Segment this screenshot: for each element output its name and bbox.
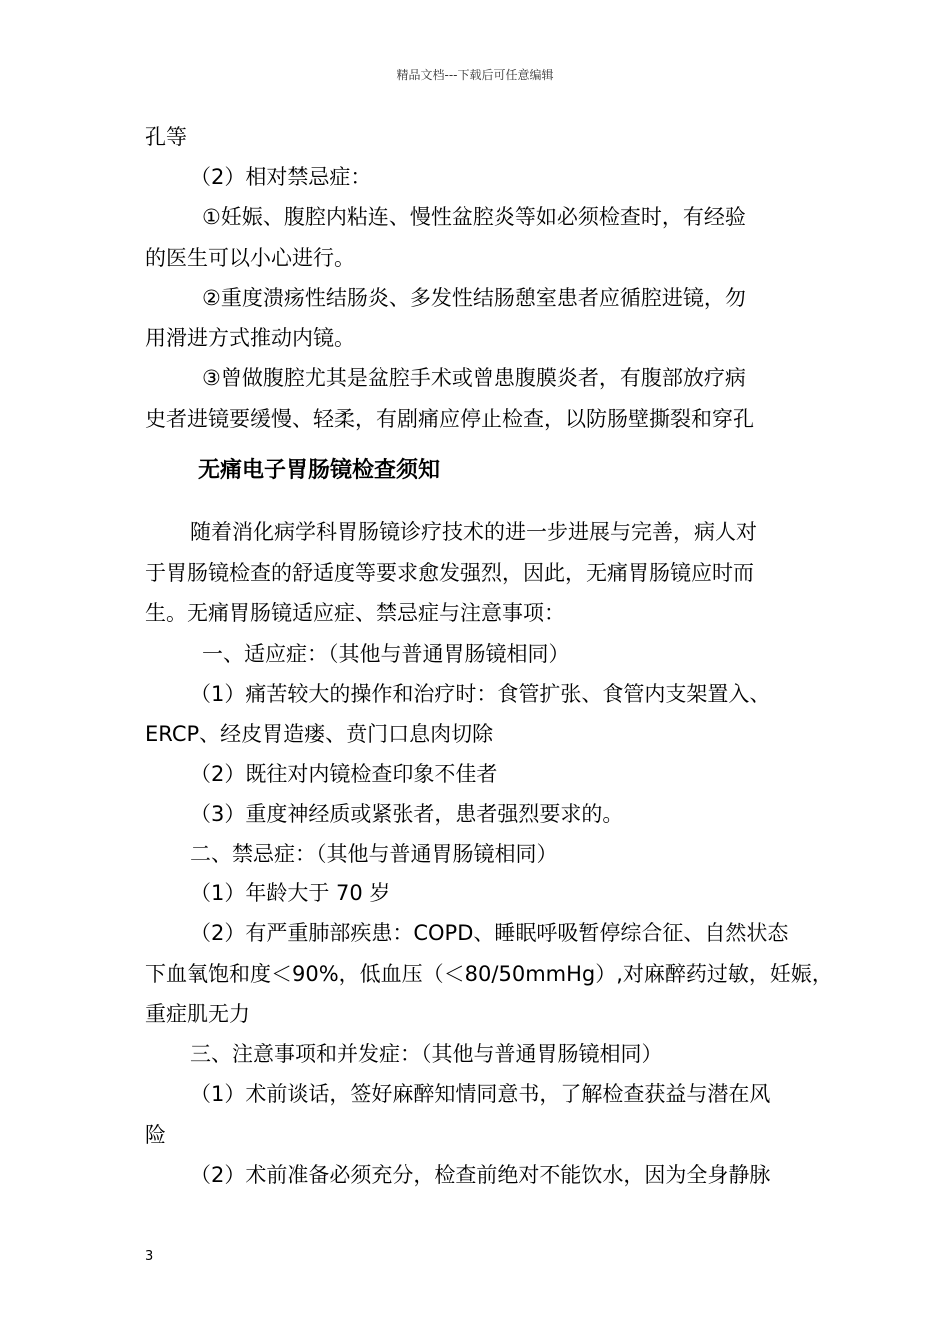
text-line: 孔等 bbox=[145, 125, 187, 149]
text-line: （1）痛苦较大的操作和治疗时：食管扩张、食管内支架置入、 bbox=[190, 682, 771, 706]
text-line: 用滑进方式推动内镜。 bbox=[145, 326, 355, 350]
section-title: 无痛电子胃肠镜检查须知 bbox=[198, 458, 441, 483]
text-line: 险 bbox=[145, 1123, 166, 1147]
text-line: 史者进镜要缓慢、轻柔，有剧痛应停止检查，以防肠壁撕裂和穿孔 bbox=[145, 407, 754, 431]
text-line: （2）有严重肺部疾患：COPD、睡眠呼吸暂停综合征、自然状态 bbox=[190, 921, 789, 945]
text-line: （3）重度神经质或紧张者，患者强烈要求的。 bbox=[190, 802, 624, 826]
text-line: 三、注意事项和并发症：（其他与普通胃肠镜相同） bbox=[190, 1042, 663, 1066]
text-line: ERCP、经皮胃造瘘、贲门口息肉切除 bbox=[145, 722, 494, 746]
text-line: （1）术前谈话，签好麻醉知情同意书，了解检查获益与潜在风 bbox=[190, 1082, 771, 1106]
text-line: ③曾做腹腔尤其是盆腔手术或曾患腹膜炎者，有腹部放疗病 bbox=[202, 366, 746, 390]
text-line: （2）术前准备必须充分，检查前绝对不能饮水，因为全身静脉 bbox=[190, 1163, 771, 1187]
page-number: 3 bbox=[145, 1249, 154, 1264]
text-line: （1）年龄大于 70 岁 bbox=[190, 881, 391, 905]
text-line: 一、适应症：（其他与普通胃肠镜相同） bbox=[202, 642, 570, 666]
text-line: （2）相对禁忌症： bbox=[190, 165, 372, 189]
text-line: 的医生可以小心进行。 bbox=[145, 246, 355, 270]
page-header: 精品文档---下载后可任意编辑 bbox=[396, 68, 554, 82]
text-line: ②重度溃疡性结肠炎、多发性结肠憩室患者应循腔进镜，勿 bbox=[202, 286, 746, 310]
text-line: 下血氧饱和度＜90%，低血压（＜80/50mmHg）,对麻醉药过敏，妊娠， bbox=[145, 962, 833, 986]
text-line: （2）既往对内镜检查印象不佳者 bbox=[190, 762, 498, 786]
text-line: 随着消化病学科胃肠镜诊疗技术的进一步进展与完善，病人对 bbox=[190, 520, 757, 544]
text-line: 二、禁忌症：（其他与普通胃肠镜相同） bbox=[190, 842, 558, 866]
text-line: ①妊娠、腹腔内粘连、慢性盆腔炎等如必须检查时，有经验 bbox=[202, 205, 746, 229]
text-line: 生。无痛胃肠镜适应症、禁忌症与注意事项： bbox=[145, 601, 565, 625]
text-line: 于胃肠镜检查的舒适度等要求愈发强烈，因此，无痛胃肠镜应时而 bbox=[145, 561, 754, 585]
text-line: 重症肌无力 bbox=[145, 1002, 250, 1026]
